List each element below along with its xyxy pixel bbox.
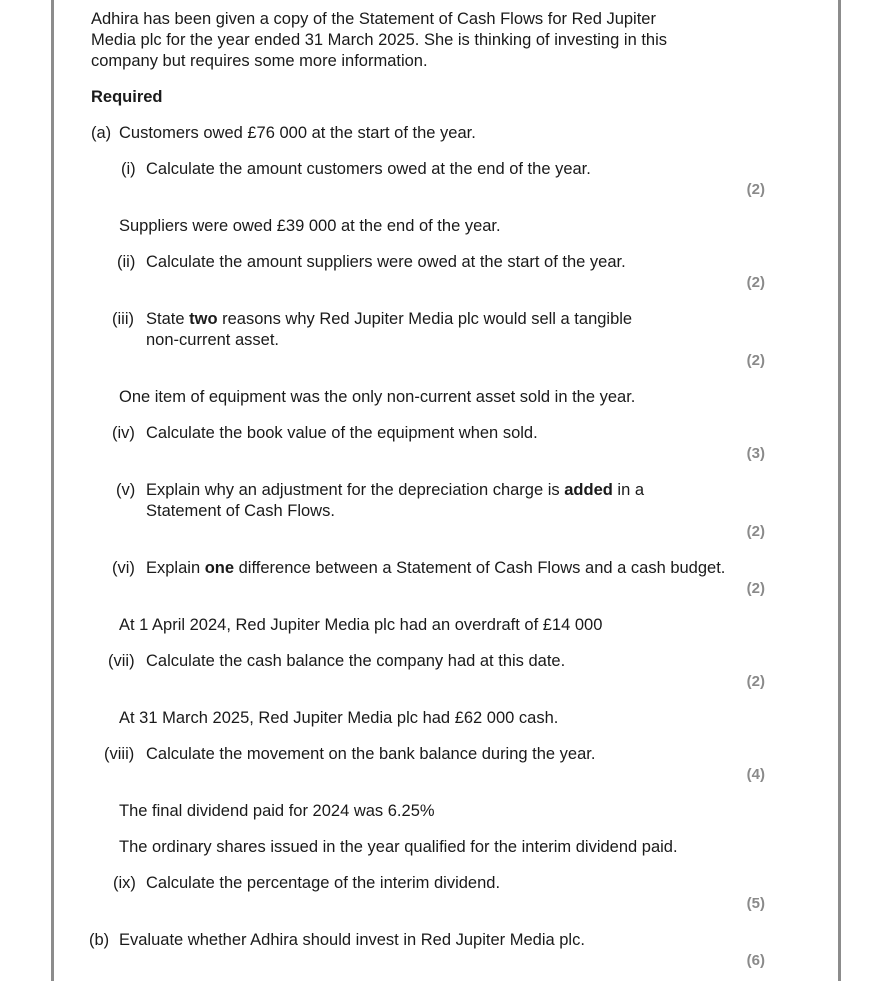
q-v-marks: (2) xyxy=(746,523,765,540)
info-suppliers: Suppliers were owed £39 000 at the end of the year. xyxy=(119,217,501,235)
q-ii-marks: (2) xyxy=(746,274,765,291)
intro-paragraph: Adhira has been given a copy of the Statement of Cash Flows for Red Jupiter Media plc for the year ended 31 March 2025. She is thinking of investing in this company but requires some more information. xyxy=(91,10,668,70)
q-i-text: Calculate the amount customers owed at the end of the year. xyxy=(146,160,591,178)
info-equipment: One item of equipment was the only non-current asset sold in the year. xyxy=(119,388,636,406)
q-ix-text: Calculate the percentage of the interim dividend. xyxy=(146,874,501,892)
q-iv-text: Calculate the book value of the equipment when sold. xyxy=(146,424,538,442)
q-vii-marks: (2) xyxy=(746,673,765,690)
q-iii-label: (iii) xyxy=(112,310,134,328)
q-v-text-line2: Statement of Cash Flows. xyxy=(146,502,335,520)
q-ix-label: (ix) xyxy=(113,874,136,892)
q-viii-marks: (4) xyxy=(746,766,765,783)
part-a-label: (a) xyxy=(91,124,112,142)
q-iv-label: (iv) xyxy=(112,424,135,442)
q-v-emphasis: added xyxy=(564,481,613,499)
q-iii-marks: (2) xyxy=(746,352,765,369)
q-iii-emphasis: two xyxy=(189,310,218,328)
q-vi-emphasis: one xyxy=(204,559,235,577)
part-a-text: Customers owed £76 000 at the start of the year. xyxy=(119,124,476,142)
q-i-marks: (2) xyxy=(746,181,765,198)
q-viii-label: (viii) xyxy=(104,745,135,763)
q-iv-marks: (3) xyxy=(746,445,765,462)
q-v-text: Explain why an adjustment for the depreciation charge is added in a xyxy=(146,481,645,499)
q-ix-marks: (5) xyxy=(746,895,765,912)
q-viii-text: Calculate the movement on the bank balance during the year. xyxy=(146,745,596,763)
page-border-left xyxy=(51,0,54,981)
info-shares: The ordinary shares issued in the year qualified for the interim dividend paid. xyxy=(119,838,678,856)
info-cash: At 31 March 2025, Red Jupiter Media plc had £62 000 cash. xyxy=(119,709,559,727)
q-vii-label: (vii) xyxy=(108,652,135,670)
q-iii-text-line2: non-current asset. xyxy=(146,331,279,349)
q-i-label: (i) xyxy=(121,160,136,178)
part-b-label: (b) xyxy=(89,931,110,949)
info-dividend: The final dividend paid for 2024 was 6.25% xyxy=(119,802,435,820)
q-vi-text: Explain one difference between a Statement of Cash Flows and a cash budget. xyxy=(146,559,726,577)
q-ii-text: Calculate the amount suppliers were owed at the start of the year. xyxy=(146,253,626,271)
page-border-right xyxy=(838,0,841,981)
q-iii-text: State two reasons why Red Jupiter Media plc would sell a tangible xyxy=(146,310,633,328)
required-heading: Required xyxy=(91,88,163,106)
part-b-marks: (6) xyxy=(746,952,765,969)
info-overdraft: At 1 April 2024, Red Jupiter Media plc had an overdraft of £14 000 xyxy=(119,616,603,634)
q-vii-text: Calculate the cash balance the company had at this date. xyxy=(146,652,566,670)
q-ii-label: (ii) xyxy=(117,253,136,271)
part-b-text: Evaluate whether Adhira should invest in Red Jupiter Media plc. xyxy=(119,931,585,949)
q-vi-label: (vi) xyxy=(112,559,135,577)
q-v-label: (v) xyxy=(116,481,136,499)
q-vi-marks: (2) xyxy=(746,580,765,597)
